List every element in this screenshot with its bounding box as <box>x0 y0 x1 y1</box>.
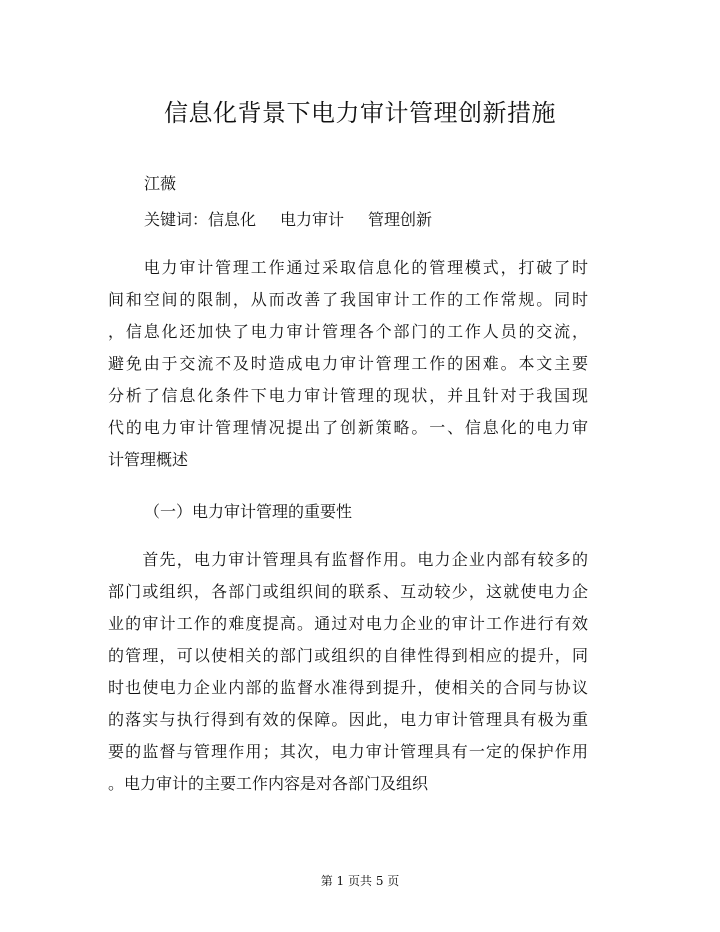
paragraph-line: 避免由于交流不及时造成电力审计管理工作的困难。本文主要 <box>108 354 588 373</box>
keyword-item: 管理创新 <box>368 210 433 229</box>
author-name: 江薇 <box>144 174 177 193</box>
importance-paragraph <box>108 544 588 800</box>
paragraph-line: 计管理概述 <box>108 450 189 469</box>
document-title: 信息化背景下电力审计管理创新措施 <box>164 99 556 127</box>
paragraph-line: 业的审计工作的难度提高。通过对电力企业的审计工作进行有效 <box>108 614 588 633</box>
paragraph-line: 电力审计管理工作通过采取信息化的管理模式，打破了时 <box>108 258 588 277</box>
page-number: 第 1 页共 5 页 <box>320 874 400 888</box>
paragraph-line: 的落实与执行得到有效的保障。因此，电力审计管理具有极为重 <box>108 710 588 729</box>
paragraph-line: 代的电力审计管理情况提出了创新策略。一、信息化的电力审 <box>108 418 588 437</box>
paragraph-line: 分析了信息化条件下电力审计管理的现状，并且针对于我国现 <box>108 386 588 405</box>
paragraph-line: ，信息化还加快了电力审计管理各个部门的工作人员的交流， <box>108 322 588 341</box>
keyword-item: 信息化 <box>208 210 257 229</box>
keywords-line <box>144 208 432 232</box>
keywords-label: 关键词： <box>144 210 209 229</box>
paragraph-line: 的管理，可以使相关的部门或组织的自律性得到相应的提升，同 <box>108 646 588 665</box>
paragraph-line: 部门或组织，各部门或组织间的联系、互动较少，这就使电力企 <box>108 582 588 601</box>
section-heading: （一）电力审计管理的重要性 <box>144 502 353 521</box>
paragraph-line: 要的监督与管理作用；其次，电力审计管理具有一定的保护作用 <box>108 742 588 761</box>
paragraph-line: 间和空间的限制，从而改善了我国审计工作的工作常规。同时 <box>108 290 588 309</box>
paragraph-line: 首先，电力审计管理具有监督作用。电力企业内部有较多的 <box>108 550 588 569</box>
paragraph-line: 。电力审计的主要工作内容是对各部门及组织 <box>108 774 429 793</box>
keyword-item: 电力审计 <box>280 210 345 229</box>
intro-paragraph <box>108 252 588 476</box>
paragraph-line: 时也使电力企业内部的监督水准得到提升，使相关的合同与协议 <box>108 678 588 697</box>
